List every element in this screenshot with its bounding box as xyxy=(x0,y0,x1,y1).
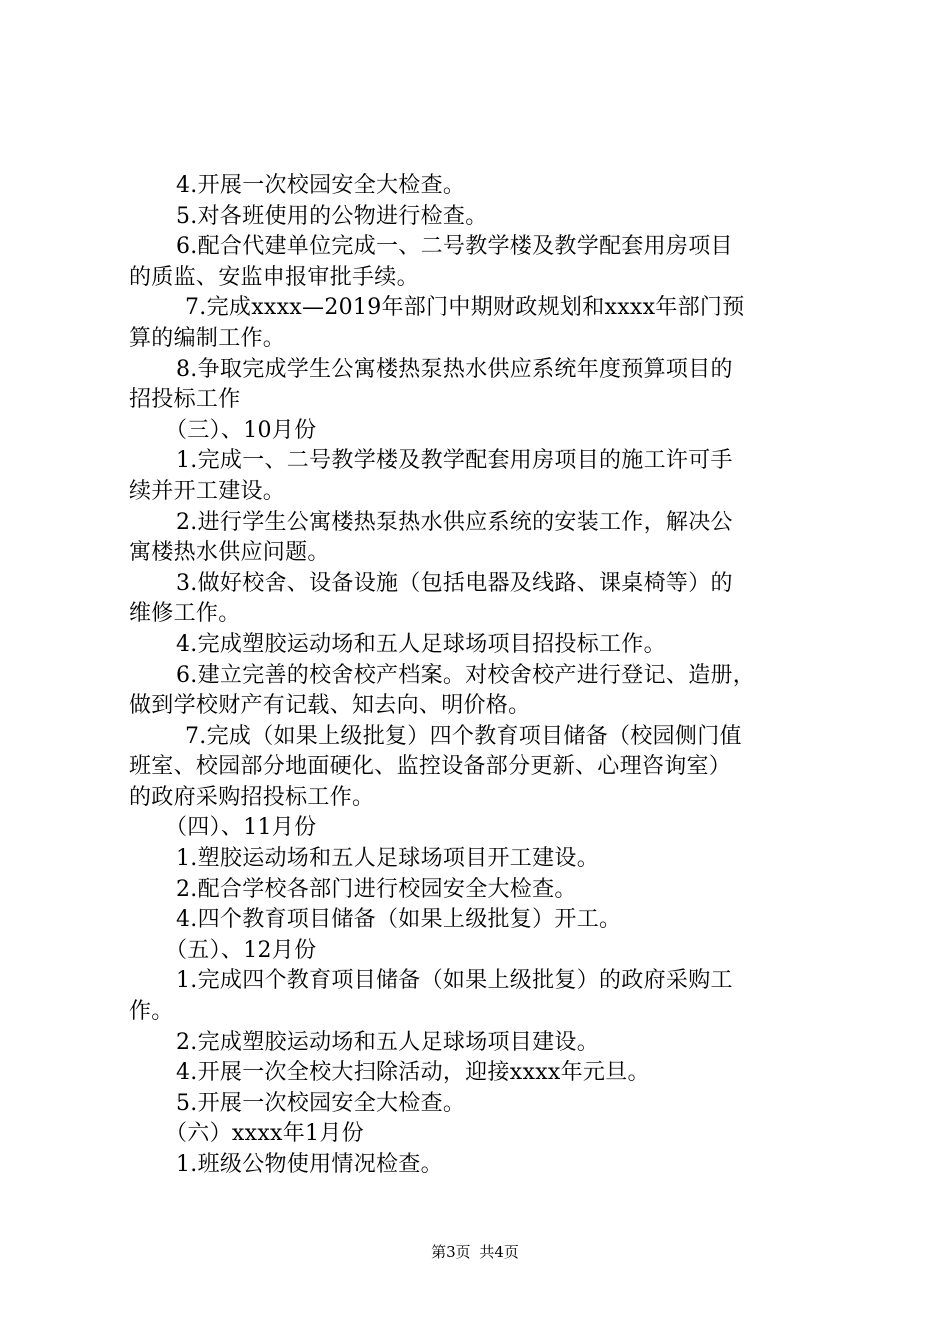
text-line: 2.完成塑胶运动场和五人足球场项目建设。 xyxy=(176,1029,599,1055)
total-pages: 共4页 xyxy=(479,1243,519,1261)
text-line: 寓楼热水供应问题。 xyxy=(129,540,330,566)
text-line: 做到学校财产有记载、知去向、明价格。 xyxy=(129,693,531,719)
text-line: 作。 xyxy=(129,999,174,1025)
section-heading: （六）xxxx年1月份 xyxy=(165,1121,364,1147)
section-heading: （五）、12月份 xyxy=(165,937,317,963)
text-line: 6.建立完善的校舍校产档案。对校舍校产进行登记、造册， xyxy=(176,662,756,688)
text-line: 1.塑胶运动场和五人足球场项目开工建设。 xyxy=(176,846,599,872)
text-line: 4.四个教育项目储备（如果上级批复）开工。 xyxy=(176,907,622,933)
page-number: 第3页 xyxy=(431,1243,471,1261)
text-line: 2.进行学生公寓楼热泵热水供应系统的安装工作，解决公 xyxy=(176,509,733,535)
text-line: 维修工作。 xyxy=(129,601,241,627)
text-line: 续并开工建设。 xyxy=(129,478,286,504)
text-line: 算的编制工作。 xyxy=(129,325,286,351)
text-line: 6.配合代建单位完成一、二号教学楼及教学配套用房项目 xyxy=(176,234,733,260)
text-line: 1.班级公物使用情况检查。 xyxy=(176,1152,443,1177)
text-line: 3.做好校舍、设备设施（包括电器及线路、课桌椅等）的 xyxy=(176,570,733,596)
text-line: 的政府采购招投标工作。 xyxy=(129,784,375,810)
text-line: 2.配合学校各部门进行校园安全大检查。 xyxy=(176,876,577,902)
text-line: 1.完成四个教育项目储备（如果上级批复）的政府采购工 xyxy=(176,968,733,994)
text-line: 5.对各班使用的公物进行检查。 xyxy=(176,203,488,229)
page-footer xyxy=(0,1242,950,1262)
text-line: 4.开展一次校园安全大检查。 xyxy=(176,173,466,198)
document-body xyxy=(129,171,829,1181)
text-line: 7.完成（如果上级批复）四个教育项目储备（校园侧门值 xyxy=(185,723,742,749)
text-line: 8.争取完成学生公寓楼热泵热水供应系统年度预算项目的 xyxy=(176,356,733,382)
text-line: 7.完成xxxx—2019年部门中期财政规划和xxxx年部门预 xyxy=(185,295,745,321)
text-line: 的质监、安监申报审批手续。 xyxy=(129,264,419,290)
text-line: 班室、校园部分地面硬化、监控设备部分更新、心理咨询室） xyxy=(129,754,732,780)
text-line: 4.完成塑胶运动场和五人足球场项目招投标工作。 xyxy=(176,631,666,657)
text-line: 5.开展一次校园安全大检查。 xyxy=(176,1090,466,1116)
text-line: 招投标工作 xyxy=(129,387,241,413)
section-heading: （三）、10月份 xyxy=(165,417,317,443)
text-line: 1.完成一、二号教学楼及教学配套用房项目的施工许可手 xyxy=(176,448,733,474)
section-heading: （四）、11月份 xyxy=(165,815,317,841)
text-line: 4.开展一次全校大扫除活动，迎接xxxx年元旦。 xyxy=(176,1060,650,1086)
